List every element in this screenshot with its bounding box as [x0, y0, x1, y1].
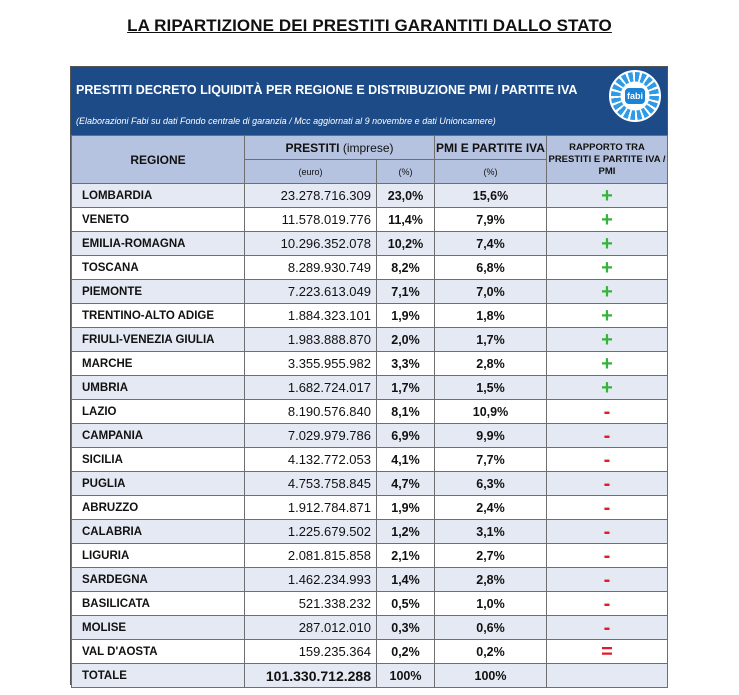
rapporto-sign-cell: - [547, 592, 668, 616]
region-cell: PIEMONTE [72, 280, 245, 304]
table-row [72, 592, 668, 616]
header-pmi-pct: (%) [435, 160, 547, 184]
rapporto-sign-cell: - [547, 448, 668, 472]
rapporto-sign-cell: - [547, 496, 668, 520]
header-euro: (euro) [245, 160, 377, 184]
prestiti-cell: 23.278.716.309 [245, 184, 377, 208]
header-pmi: PMI E PARTITE IVA [435, 136, 547, 160]
header-prestiti-label: PRESTITI [285, 140, 340, 155]
region-cell: ABRUZZO [72, 496, 245, 520]
prestiti-cell: 2.081.815.858 [245, 544, 377, 568]
banner-subtitle: (Elaborazioni Fabi su dati Fondo centrale di garanzia / Mcc aggiornati al 9 novembre e dati Unioncamere) [76, 116, 496, 126]
pmi-pct-cell: 1,0% [435, 592, 547, 616]
total-pct: 100% [377, 664, 435, 688]
prestiti-cell: 159.235.364 [245, 640, 377, 664]
table-row [72, 352, 668, 376]
pmi-pct-cell: 0,6% [435, 616, 547, 640]
region-cell: BASILICATA [72, 592, 245, 616]
rapporto-sign-cell: - [547, 568, 668, 592]
fabi-logo-icon [609, 70, 661, 122]
rapporto-sign-cell: + [547, 256, 668, 280]
prestiti-pct-cell: 10,2% [377, 232, 435, 256]
total-label: TOTALE [72, 664, 245, 688]
prestiti-pct-cell: 1,7% [377, 376, 435, 400]
pmi-pct-cell: 10,9% [435, 400, 547, 424]
pmi-pct-cell: 0,2% [435, 640, 547, 664]
prestiti-pct-cell: 8,1% [377, 400, 435, 424]
prestiti-cell: 1.225.679.502 [245, 520, 377, 544]
prestiti-pct-cell: 0,5% [377, 592, 435, 616]
region-cell: UMBRIA [72, 376, 245, 400]
prestiti-pct-cell: 1,4% [377, 568, 435, 592]
table-row [72, 616, 668, 640]
prestiti-cell: 7.029.979.786 [245, 424, 377, 448]
prestiti-pct-cell: 2,1% [377, 544, 435, 568]
table-row [72, 496, 668, 520]
region-cell: SICILIA [72, 448, 245, 472]
prestiti-pct-cell: 2,0% [377, 328, 435, 352]
region-cell: TOSCANA [72, 256, 245, 280]
prestiti-cell: 10.296.352.078 [245, 232, 377, 256]
prestiti-pct-cell: 0,2% [377, 640, 435, 664]
table-row [72, 256, 668, 280]
table-row [72, 376, 668, 400]
header-prestiti-suffix: (imprese) [339, 140, 394, 155]
prestiti-pct-cell: 1,9% [377, 304, 435, 328]
rapporto-sign-cell: - [547, 472, 668, 496]
region-cell: SARDEGNA [72, 568, 245, 592]
table-row [72, 328, 668, 352]
pmi-pct-cell: 2,8% [435, 568, 547, 592]
prestiti-pct-cell: 1,9% [377, 496, 435, 520]
prestiti-cell: 4.753.758.845 [245, 472, 377, 496]
prestiti-cell: 8.190.576.840 [245, 400, 377, 424]
pmi-pct-cell: 9,9% [435, 424, 547, 448]
table-row [72, 568, 668, 592]
rapporto-sign-cell: + [547, 328, 668, 352]
pmi-pct-cell: 7,4% [435, 232, 547, 256]
pmi-pct-cell: 15,6% [435, 184, 547, 208]
pmi-pct-cell: 3,1% [435, 520, 547, 544]
pmi-pct-cell: 7,7% [435, 448, 547, 472]
region-cell: CALABRIA [72, 520, 245, 544]
prestiti-cell: 1.983.888.870 [245, 328, 377, 352]
prestiti-cell: 1.912.784.871 [245, 496, 377, 520]
region-cell: TRENTINO-ALTO ADIGE [72, 304, 245, 328]
prestiti-pct-cell: 6,9% [377, 424, 435, 448]
region-cell: VAL D'AOSTA [72, 640, 245, 664]
prestiti-cell: 8.289.930.749 [245, 256, 377, 280]
table-row [72, 424, 668, 448]
rapporto-sign-cell: - [547, 616, 668, 640]
prestiti-pct-cell: 3,3% [377, 352, 435, 376]
table-row [72, 640, 668, 664]
total-prestiti: 101.330.712.288 [245, 664, 377, 688]
page-title: LA RIPARTIZIONE DEI PRESTITI GARANTITI DALLO STATO [127, 16, 612, 35]
prestiti-pct-cell: 8,2% [377, 256, 435, 280]
prestiti-pct-cell: 23,0% [377, 184, 435, 208]
total-row [72, 664, 668, 688]
prestiti-cell: 287.012.010 [245, 616, 377, 640]
pmi-pct-cell: 2,8% [435, 352, 547, 376]
prestiti-cell: 521.338.232 [245, 592, 377, 616]
banner-title: PRESTITI DECRETO LIQUIDITÀ PER REGIONE E DISTRIBUZIONE PMI / PARTITE IVA [76, 83, 578, 97]
rapporto-sign-cell: + [547, 376, 668, 400]
header-rapporto: RAPPORTO TRA PRESTITI E PARTITE IVA / PMI [547, 136, 668, 184]
region-cell: CAMPANIA [72, 424, 245, 448]
rapporto-sign-cell: = [547, 640, 668, 664]
table-row [72, 472, 668, 496]
prestiti-cell: 1.884.323.101 [245, 304, 377, 328]
pmi-pct-cell: 1,8% [435, 304, 547, 328]
prestiti-pct-cell: 7,1% [377, 280, 435, 304]
prestiti-cell: 1.462.234.993 [245, 568, 377, 592]
total-pmi: 100% [435, 664, 547, 688]
rapporto-sign-cell: + [547, 280, 668, 304]
prestiti-pct-cell: 1,2% [377, 520, 435, 544]
rapporto-sign-cell: + [547, 232, 668, 256]
region-cell: MOLISE [72, 616, 245, 640]
pmi-pct-cell: 1,5% [435, 376, 547, 400]
rapporto-sign-cell: + [547, 352, 668, 376]
loans-table [71, 135, 668, 688]
region-cell: LAZIO [72, 400, 245, 424]
prestiti-cell: 11.578.019.776 [245, 208, 377, 232]
rapporto-sign-cell: - [547, 544, 668, 568]
table-row [72, 184, 668, 208]
rapporto-sign-cell: + [547, 184, 668, 208]
prestiti-cell: 7.223.613.049 [245, 280, 377, 304]
prestiti-cell: 1.682.724.017 [245, 376, 377, 400]
table-row [72, 304, 668, 328]
rapporto-sign-cell: + [547, 208, 668, 232]
region-cell: FRIULI-VENEZIA GIULIA [72, 328, 245, 352]
pmi-pct-cell: 2,7% [435, 544, 547, 568]
logo-mark: fabi [625, 88, 645, 104]
table-row [72, 520, 668, 544]
total-rapporto [547, 664, 668, 688]
pmi-pct-cell: 6,8% [435, 256, 547, 280]
prestiti-pct-cell: 0,3% [377, 616, 435, 640]
table-row [72, 400, 668, 424]
table-row [72, 448, 668, 472]
prestiti-pct-cell: 4,7% [377, 472, 435, 496]
prestiti-cell: 4.132.772.053 [245, 448, 377, 472]
pmi-pct-cell: 7,0% [435, 280, 547, 304]
rapporto-sign-cell: - [547, 520, 668, 544]
pmi-pct-cell: 6,3% [435, 472, 547, 496]
prestiti-pct-cell: 4,1% [377, 448, 435, 472]
pmi-pct-cell: 1,7% [435, 328, 547, 352]
table-row [72, 280, 668, 304]
header-prestiti [245, 136, 435, 160]
region-cell: VENETO [72, 208, 245, 232]
table-row [72, 208, 668, 232]
rapporto-sign-cell: - [547, 424, 668, 448]
header-pct: (%) [377, 160, 435, 184]
rapporto-sign-cell: + [547, 304, 668, 328]
table-body [72, 184, 668, 664]
table-row [72, 544, 668, 568]
pmi-pct-cell: 2,4% [435, 496, 547, 520]
pmi-pct-cell: 7,9% [435, 208, 547, 232]
table-row [72, 232, 668, 256]
header-regione: REGIONE [72, 136, 245, 184]
region-cell: PUGLIA [72, 472, 245, 496]
prestiti-cell: 3.355.955.982 [245, 352, 377, 376]
table-banner [71, 67, 667, 135]
region-cell: EMILIA-ROMAGNA [72, 232, 245, 256]
rapporto-sign-cell: - [547, 400, 668, 424]
region-cell: MARCHE [72, 352, 245, 376]
prestiti-pct-cell: 11,4% [377, 208, 435, 232]
table-frame [70, 66, 668, 685]
region-cell: LOMBARDIA [72, 184, 245, 208]
region-cell: LIGURIA [72, 544, 245, 568]
